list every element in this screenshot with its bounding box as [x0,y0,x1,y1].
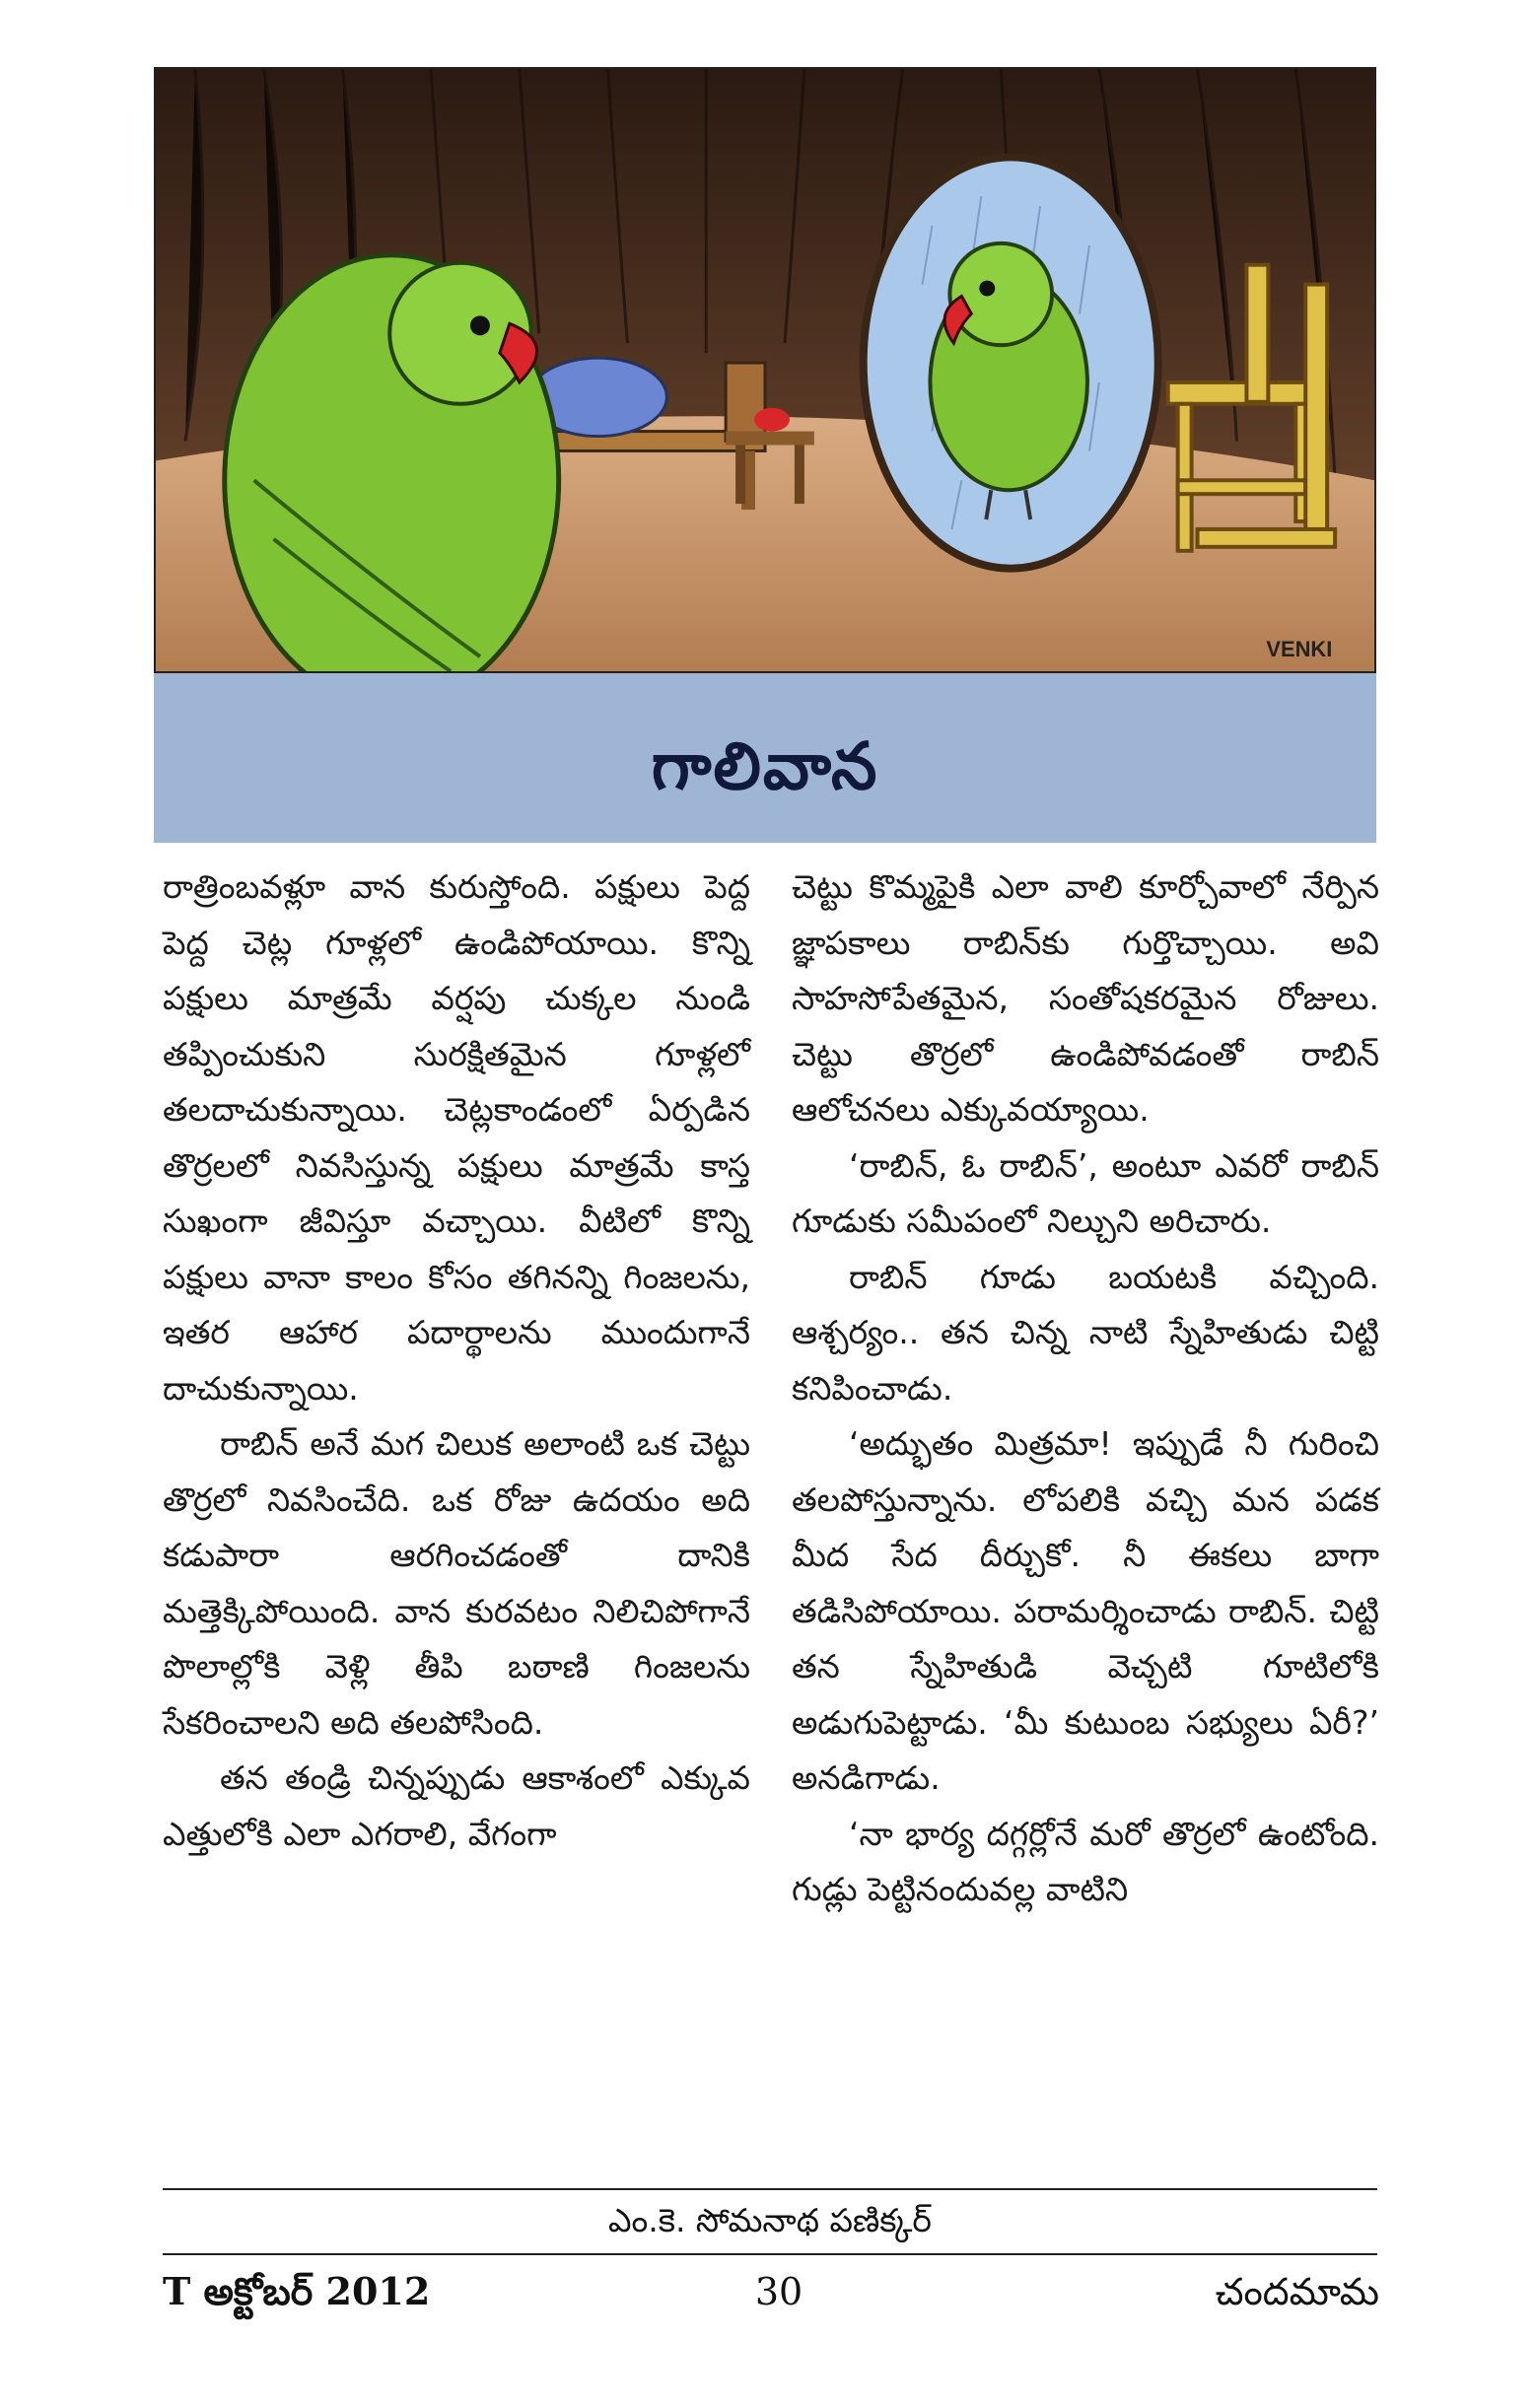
magazine-name: చందమామ [1215,2270,1379,2313]
paragraph: ‘రాబిన్, ఓ రాబిన్’, అంటూ ఎవరో రాబిన్ గూడుకు సమీపంలో నిల్చుని అరిచారు. [792,1145,1379,1240]
illustrator-signature: VENKI [1266,637,1333,662]
page-number: 30 [754,2270,803,2313]
right-column [792,860,1379,2166]
footer-issue: T అక్టోబర్ 2012 [163,2269,431,2313]
paragraph: రాత్రింబవళ్లూ వాన కురుస్తోంది. పక్షులు పెద్ద పెద్ద చెట్ల గూళ్లలో ఉండిపోయాయి. కొన్ని పక్షులు మాత్రమే వర్షపు చుక్కల నుండి తప్పించుకుని సురక్షితమైన గూళ్లలో తలదాచుకున్నాయి. చెట్లకాండంలో ఏర్పడిన తొర్రలలో నివసిస్తున్న పక్షులు మాత్రమే కాస్త సుఖంగా జీవిస్తూ వచ్చాయి. వీటిలో కొన్ని పక్షులు వానా కాలం కోసం తగినన్ని గింజలను, ఇతర ఆహార పదార్థాలను ముందుగానే దాచుకున్నాయి. [163,867,750,1408]
paragraph: ‘అద్భుతం మిత్రమా! ఇప్పుడే నీ గురించి తలపోస్తున్నాను. లోపలికి వచ్చి మన పడక మీద సేద దీర్చుకో. నీ ఈకలు బాగా తడిసిపోయాయి. పరామర్శించాడు రాబిన్. చిట్టి తన స్నేహితుడి వెచ్చటి గూటిలోకి అడుగుపెట్టాడు. ‘మీ కుటుంబ సభ్యులు ఏరీ?’ అనడిగాడు. [792,1424,1379,1797]
paragraph: రాబిన్ అనే మగ చిలుక అలాంటి ఒక చెట్టు తొర్రలో నివసించేది. ఒక రోజు ఉదయం అది కడుపారా ఆరగించడంతో దానికి మత్తెక్కిపోయింది. వాన కురవటం నిలిచిపోగానే పొలాల్లోకి వెళ్లి తీపి బఠాణి గింజలను సేకరించాలని అది తలపోసింది. [163,1424,750,1742]
story-illustration [154,67,1376,673]
left-column [163,860,750,2166]
author-rule-top [163,2188,1377,2190]
author-rule-bottom [163,2253,1377,2255]
story-title: గాలివాన [651,728,879,804]
parrots-in-tree-hollow-illustration [156,69,1374,671]
paragraph: రాబిన్ గూడు బయటకి వచ్చింది. ఆశ్చర్యం.. తన చిన్న నాటి స్నేహితుడు చిట్టి కనిపించాడు. [792,1257,1379,1408]
paragraph: చెట్టు కొమ్మపైకి ఎలా వాలి కూర్చోవాలో నేర్పిన జ్ఞాపకాలు రాబిన్‌కు గుర్తొచ్చాయి. అవి సాహసోపేతమైన, సంతోషకరమైన రోజులు. చెట్టు తొర్రలో ఉండిపోవడంతో రాబిన్ ఆలోచనలు ఎక్కువయ్యాయి. [792,867,1379,1129]
paragraph: తన తండ్రి చిన్నప్పుడు ఆకాశంలో ఎక్కువ ఎత్తులోకి ఎలా ఎగరాలి, వేగంగా [163,1758,750,1853]
title-band [154,673,1376,843]
author-credit: ఎం.కె. సోమనాథ పణిక్కర్ [608,2201,932,2239]
paragraph: ‘నా భార్య దగ్గర్లోనే మరో తొర్రలో ఉంటోంది. గుడ్లు పెట్టినందువల్ల వాటిని [792,1814,1379,1908]
